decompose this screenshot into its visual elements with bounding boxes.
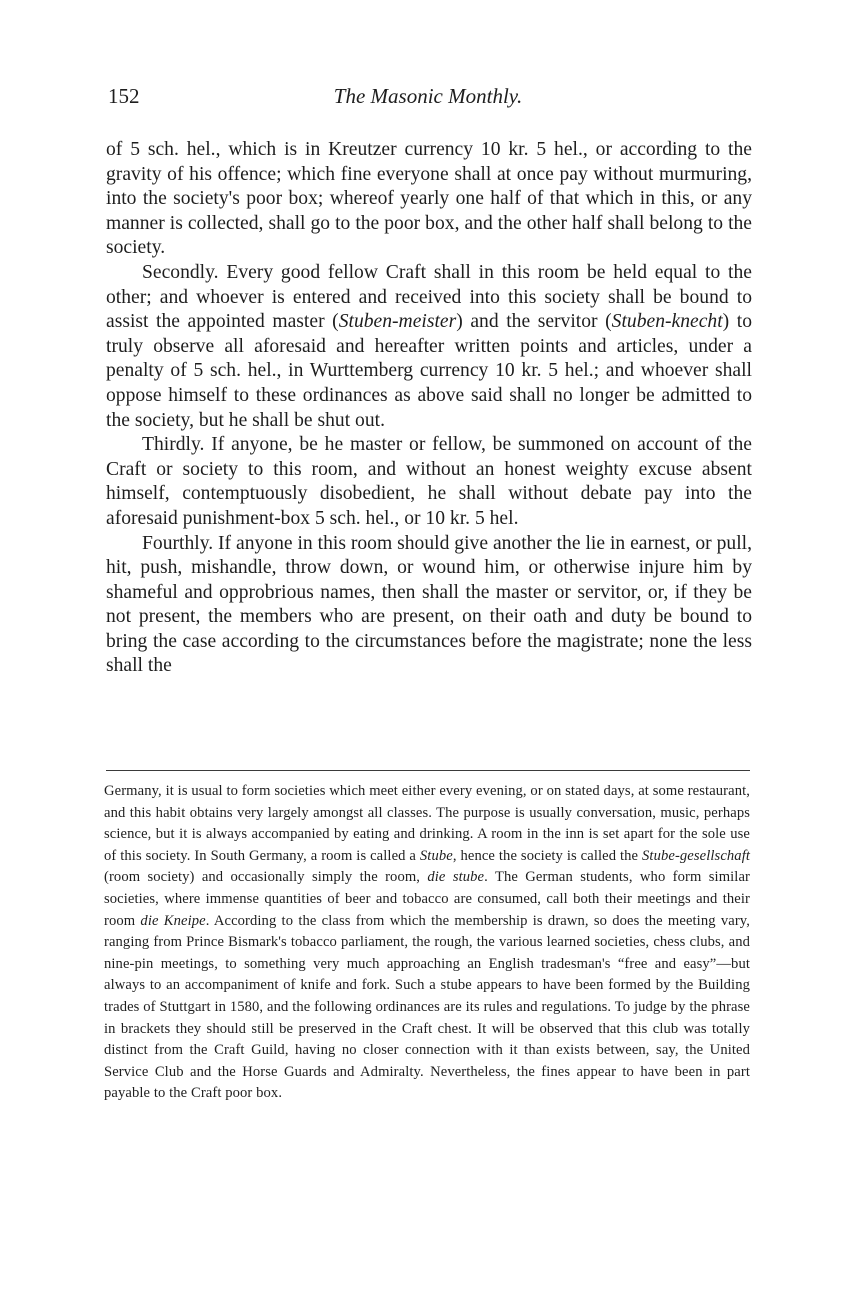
- footnote-separator: [106, 770, 750, 771]
- footnote-paragraph: [104, 781, 750, 1105]
- footnote: [104, 781, 750, 1105]
- text-run: . According to the class from which the membership is drawn, so does the meeting vary, ranging from Prince Bismark's tobacco parliament, the rough, the various learned societies, chess clubs, and nine-pin meetings, to something very much approaching an English tradesman's “free and easy”—but always to an accompaniment of knife and fork. Such a stube appears to have been formed by the Building trades of Stuttgart in 1580, and the following ordinances are its rules and regulations. To judge by the phrase in brackets they should still be preserved in the Craft chest. It will be observed that this club was totally distinct from the Craft Guild, having no closer connection with it than exists between, say, the United Service Club and the Horse Guards and Admiralty. Nevertheless, the fines appear to have been in part payable to the Craft poor box.: [104, 912, 750, 1102]
- text-run: . The German students, who form similar societies, where immense quantities of beer and tobacco are consumed, call both their meetings and their room: [104, 869, 750, 929]
- text-run: Fourthly. If anyone in this room should give another the lie in earnest, or pull, hit, push, mishandle, throw down, or wound him, or otherwise injure him by shameful and opprobrious names, then shall the master or servitor, or, if they be not present, the members who are present, on their oath and duty be bound to bring the case according to the circumstances before the magistrate; none the less shall the: [106, 532, 752, 677]
- text-run: (room society) and occasionally simply the room,: [104, 869, 428, 886]
- text-run: Secondly. Every good fellow Craft shall in this room be held equal to the other; and whoever is entered and received into this society shall be bound to assist the appointed master (: [106, 261, 752, 333]
- text-run: , hence the society is called the: [452, 847, 643, 864]
- italic-term: Stuben-knecht: [611, 311, 723, 333]
- italic-term: Stube-gesellschaft: [642, 847, 750, 864]
- text-run: of 5 sch. hel., which is in Kreutzer currency 10 kr. 5 hel., or according to the gravity of his offence; which fine everyone shall at once pay without murmuring, into the society's poor box; whereof yearly one half of that which in this, or any manner is collected, shall go to the poor box, and the other half shall belong to the society.: [106, 139, 752, 259]
- text-run: ) and the servitor (: [456, 311, 612, 333]
- page-header: [108, 84, 748, 114]
- body-paragraph: [106, 138, 752, 261]
- text-run: Germany, it is usual to form societies which meet either every evening, or on stated days, at some restaurant, and this habit obtains very largely amongst all classes. The purpose is usually conversation, music, perhaps science, but it is always accompanied by eating and drinking. A room in the inn is set apart for the sole use of this society. In South Germany, a room is called a: [104, 783, 750, 864]
- body-paragraph: [106, 261, 752, 433]
- main-text: [106, 138, 752, 679]
- italic-term: die Kneipe: [140, 912, 206, 929]
- body-paragraph: [106, 433, 752, 531]
- body-paragraph: [106, 532, 752, 680]
- text-run: ) to truly observe all aforesaid and hereafter written points and articles, under a penalty of 5 sch. hel., in Wurttemberg currency 10 kr. 5 hel.; and whoever shall oppose himself to these ordinances as above said shall no longer be admitted to the society, but he shall be shut out.: [106, 311, 752, 431]
- running-title: The Masonic Monthly.: [333, 84, 523, 108]
- italic-term: die stube: [427, 869, 485, 886]
- italic-term: Stuben-meister: [338, 311, 457, 333]
- text-run: Thirdly. If anyone, be he master or fellow, be summoned on account of the Craft or society to this room, and without an honest weighty excuse absent himself, contemptuously disobedient, he shall without debate pay into the aforesaid punishment-box 5 sch. hel., or 10 kr. 5 hel.: [106, 434, 752, 529]
- page-number: 152: [108, 84, 140, 108]
- italic-term: Stube: [419, 847, 453, 864]
